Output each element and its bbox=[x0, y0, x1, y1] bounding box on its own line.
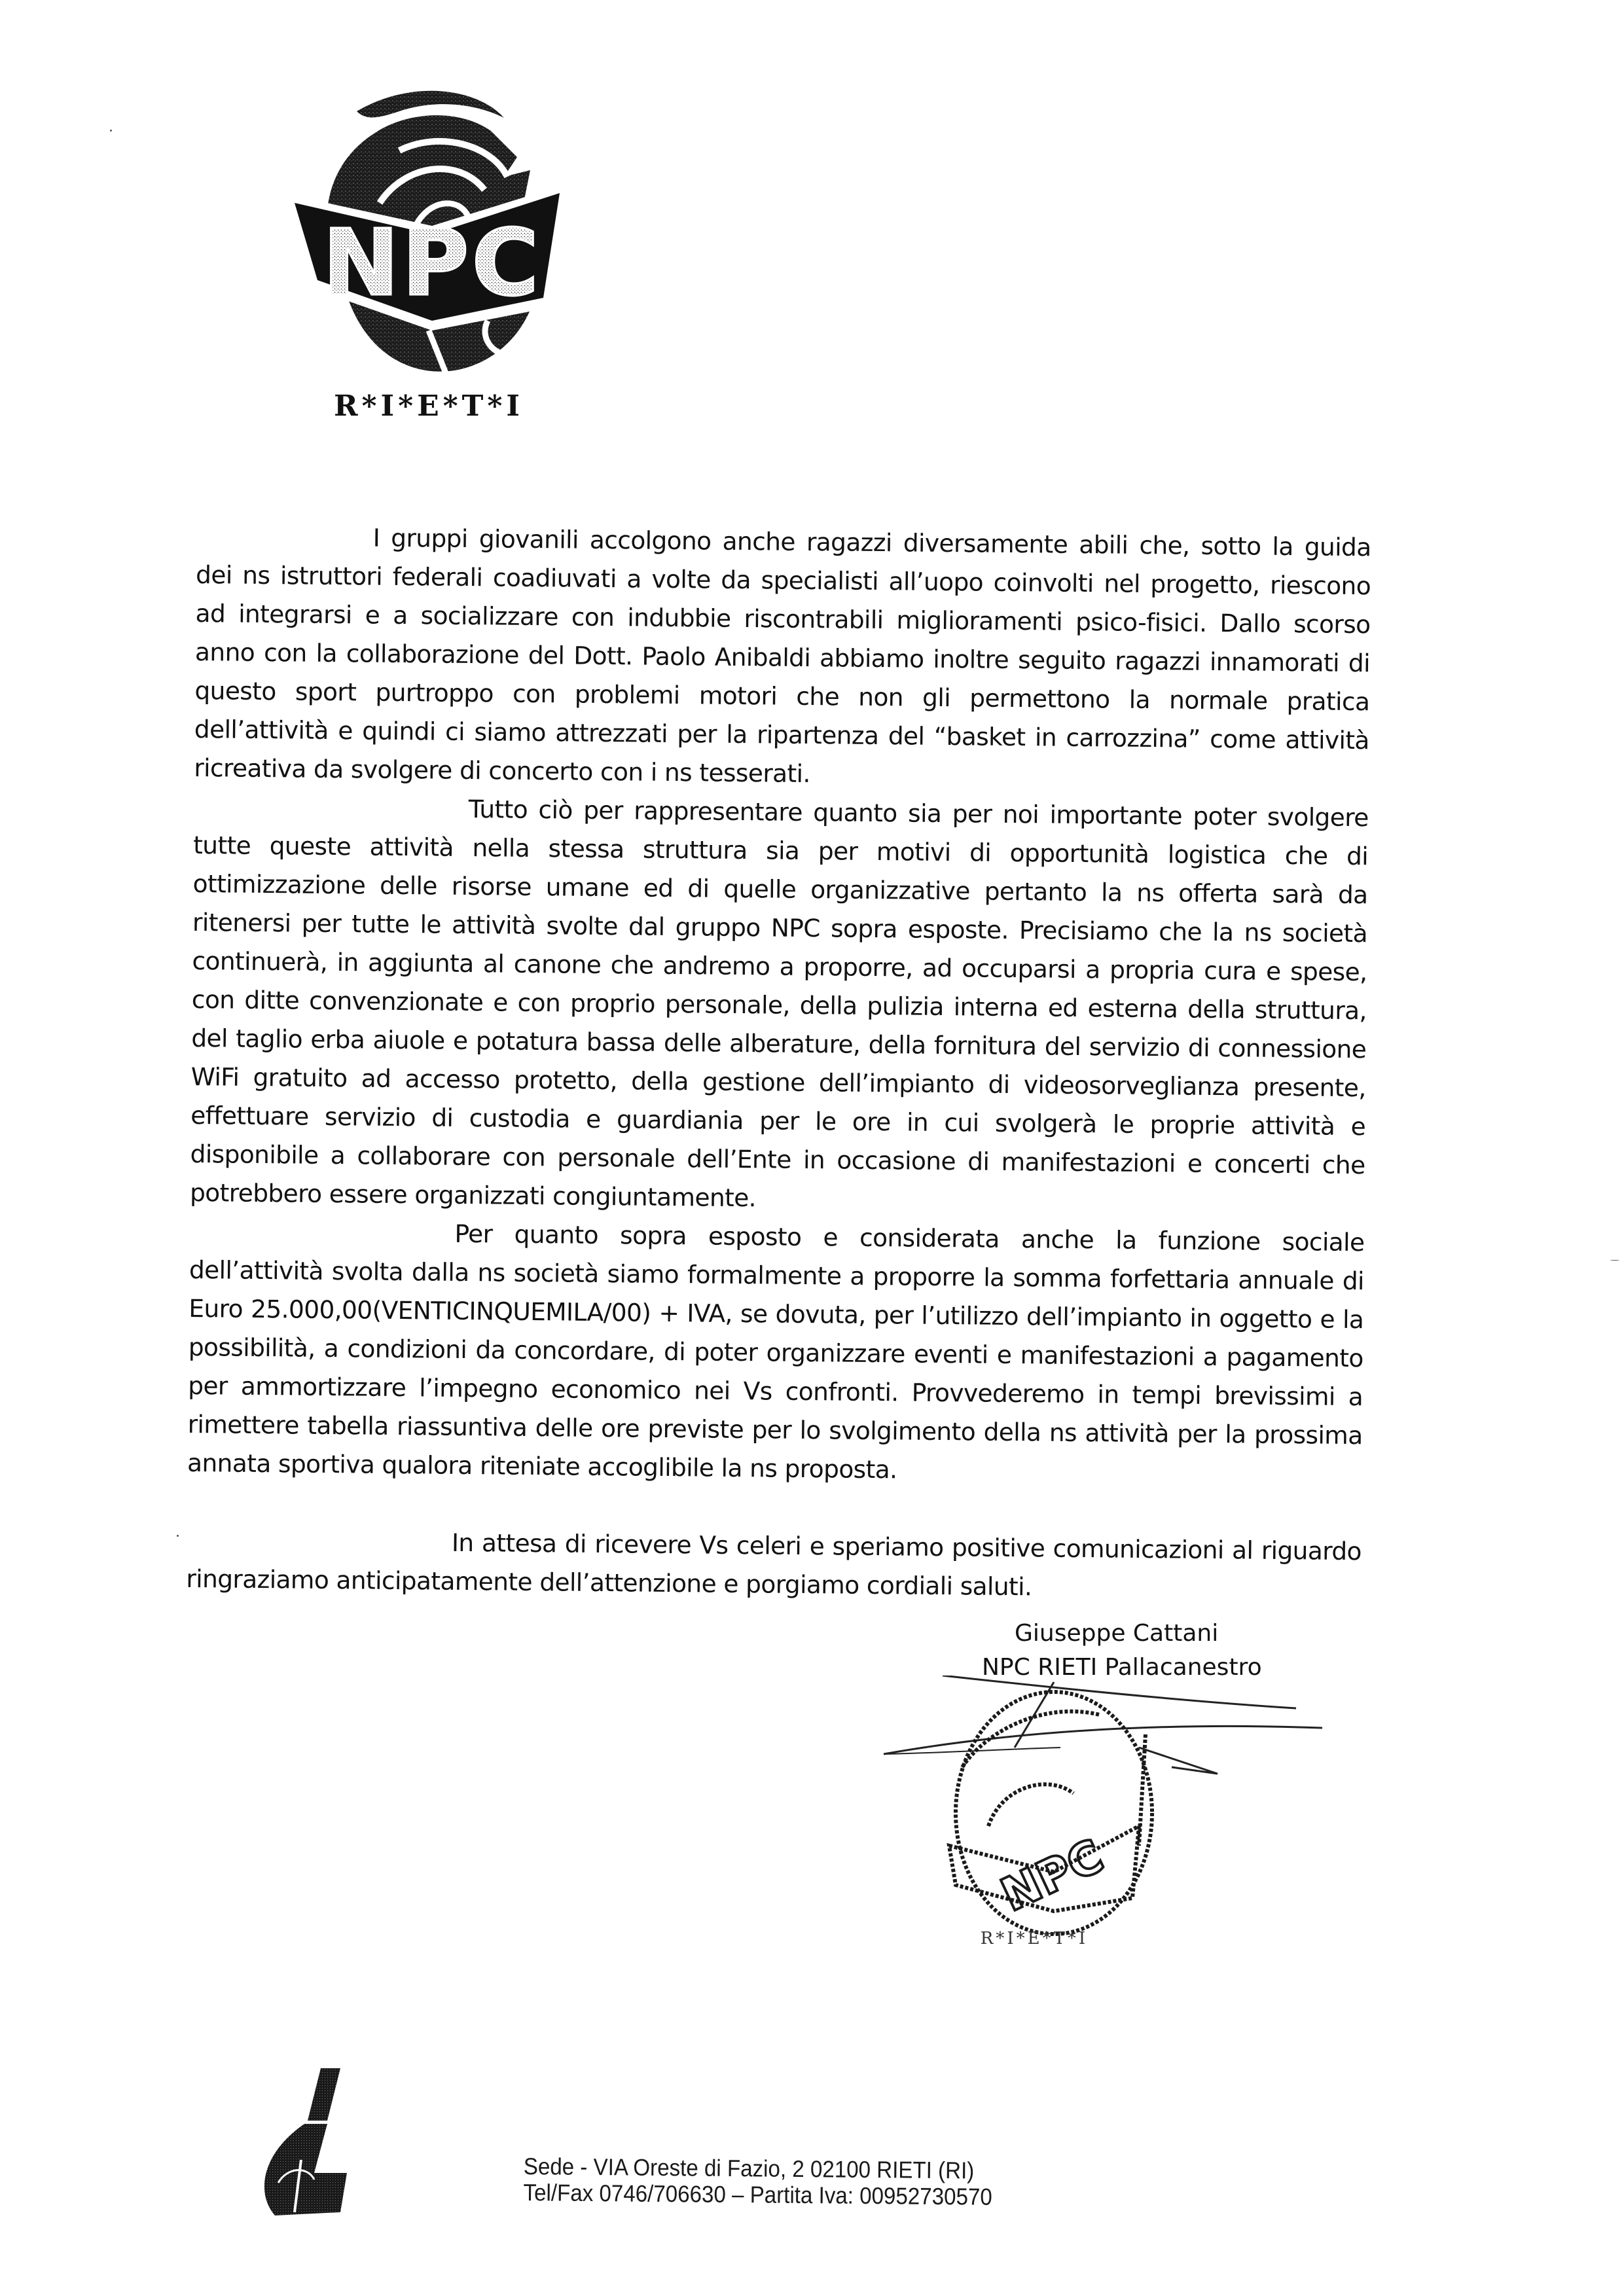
footer-contact-info bbox=[523, 2153, 1126, 2212]
scan-speck bbox=[177, 1535, 179, 1537]
signature-block bbox=[982, 1617, 1322, 1685]
body-paragraph: Per quanto sopra esposto e considerata anche la funzione sociale dell’attività svolta dalla ns società siamo formalmente a proporre la somma forfettaria annuale di Euro 25.000,00(VENTICINQUEMILA/00) + IVA, se dovuta, per l’utilizzo dell’impianto in oggetto e la possibilità, a condizioni da concordare, di poter organizzare eventi e manifestazioni a pagamento per ammortizzare l’impegno economico nei Vs confronti. Provvederemo in tempi brevissimi a rimettere tabella riassuntiva delle ore previste per lo svolgimento della ns attività per la prossima annata sportiva qualora riteniate accoglibile la ns proposta. bbox=[187, 1219, 1365, 1484]
scan-speck bbox=[110, 130, 112, 132]
footer-address: Sede - VIA Oreste di Fazio, 2 02100 RIETI (RI) bbox=[523, 2153, 975, 2184]
footer-contacts: Tel/Fax 0746/706630 – Partita Iva: 00952730570 bbox=[523, 2178, 992, 2210]
body-paragraph: Tutto ciò per rappresentare quanto sia per noi importante poter svolgere tutte queste attività nella stessa struttura sia per motivi di opportunità logistica che di ottimizzazione delle risorse umane ed di quelle organizzative pertanto la ns offerta sarà da ritenersi per tutte le attività svolte dal gruppo NPC sopra esposte. Precisiamo che la ns società continuerà, in aggiunta al canone che andremo a proporre, ad occuparsi a propria cura e spese, con ditte convenzionate e con proprio personale, della pulizia interna ed esterna della struttura, del taglio erba aiuole e potatura bassa delle alberature, della fornitura del servizio di connessione WiFi gratuito ad accesso protetto, della gestione dell’impianto di videosorveglianza presente, effettuare servizio di custodia e guardiania per le ore in cui svolgerà le proprie attività e disponibile a collaborare con personale dell’Ente in occasione di manifestazioni e concerti che potrebbero essere organizzati congiuntamente. bbox=[189, 795, 1369, 1213]
body-paragraph: In attesa di ricevere Vs celeri e speriamo positive comunicazioni al riguardo ringraziamo anticipatamente dell’attenzione e porgiamo cordiali saluti. bbox=[186, 1528, 1362, 1602]
club-stamp-with-signature bbox=[864, 1676, 1362, 1950]
body-paragraph: I gruppi giovanili accolgono anche ragazzi diversamente abili che, sotto la guida dei ns istruttori federali coadiuvati a volte da specialisti all’uopo coinvolti nel progetto, riescono ad integrarsi e a socializzare con indubbie riscontrabili miglioramenti psico-fisici. Dallo scorso anno con la collaborazione del Dott. Paolo Anibaldi abbiamo inoltre seguito ragazzi innamorati di questo sport purtroppo con problemi motori che non gli permettono la normale pratica dell’attività e quindi ci siamo attrezzati per la ripartenza del “basket in carrozzina” come attività ricreativa da svolgere di concerto con i ns tesserati. bbox=[194, 523, 1371, 789]
crest-npc-lettering: NPC bbox=[322, 210, 542, 317]
signer-name: Giuseppe Cattani bbox=[1015, 1620, 1219, 1647]
signer-organization: NPC RIETI Pallacanestro bbox=[982, 1654, 1262, 1681]
letter-body bbox=[186, 517, 1371, 1609]
scan-speck bbox=[1610, 1260, 1619, 1261]
svg-text:NPC: NPC bbox=[993, 1829, 1111, 1922]
handwritten-signature bbox=[943, 1676, 1296, 1708]
npc-rieti-crest-logo bbox=[242, 72, 609, 439]
stamp-rieti-lettering: R*I*E*T*I bbox=[980, 1929, 1089, 1948]
footer-logo bbox=[236, 2062, 386, 2232]
crest-rieti-lettering: R*I*E*T*I bbox=[333, 389, 524, 423]
